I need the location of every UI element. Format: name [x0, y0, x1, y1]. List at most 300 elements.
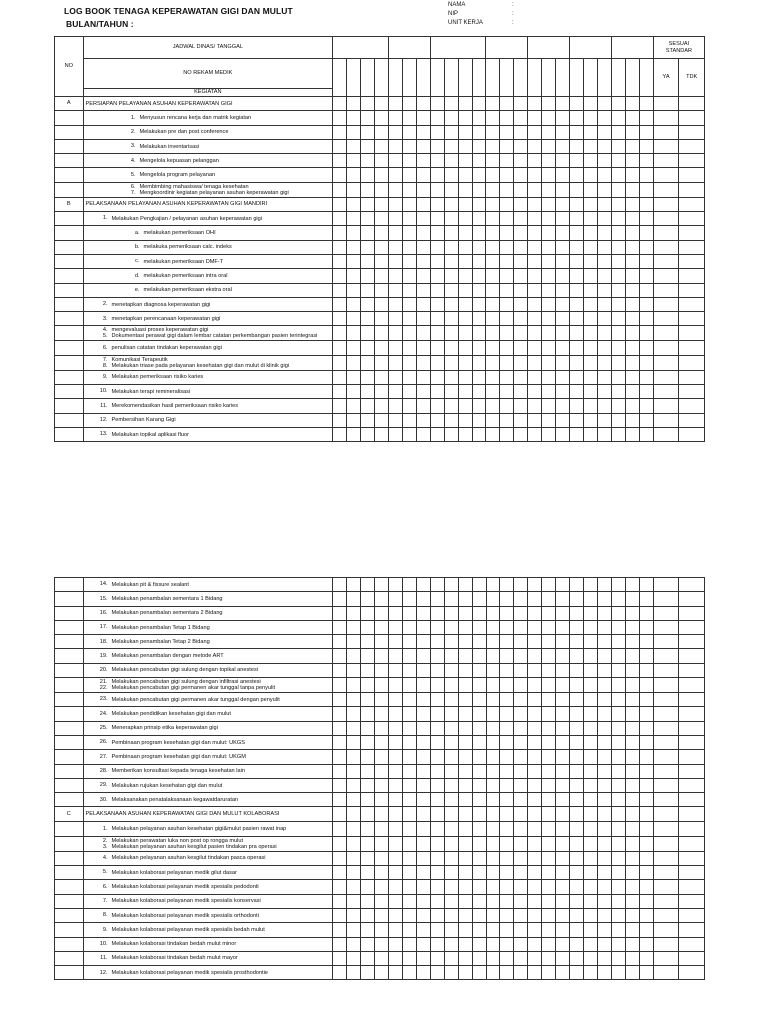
- log-cell[interactable]: [444, 620, 458, 634]
- log-cell[interactable]: [444, 836, 458, 851]
- log-cell[interactable]: [598, 355, 612, 370]
- log-cell[interactable]: [375, 678, 389, 693]
- log-cell[interactable]: [528, 866, 542, 880]
- log-cell[interactable]: [416, 693, 430, 707]
- log-cell[interactable]: [458, 355, 472, 370]
- log-cell[interactable]: [625, 355, 639, 370]
- log-cell[interactable]: [570, 97, 584, 111]
- log-cell[interactable]: [388, 240, 402, 254]
- log-cell[interactable]: [528, 97, 542, 111]
- log-cell[interactable]: [444, 226, 458, 240]
- log-cell[interactable]: [598, 240, 612, 254]
- log-cell[interactable]: [402, 370, 416, 384]
- log-cell[interactable]: [584, 427, 598, 441]
- log-cell[interactable]: [528, 880, 542, 894]
- log-cell[interactable]: [570, 866, 584, 880]
- log-cell[interactable]: [625, 197, 639, 211]
- log-cell[interactable]: [500, 880, 514, 894]
- log-cell[interactable]: [653, 326, 678, 341]
- log-cell[interactable]: [598, 592, 612, 606]
- log-cell[interactable]: [416, 111, 430, 125]
- log-cell[interactable]: [472, 966, 486, 980]
- log-cell[interactable]: [361, 937, 375, 951]
- log-cell[interactable]: [416, 663, 430, 677]
- log-cell[interactable]: [528, 341, 542, 355]
- log-cell[interactable]: [444, 312, 458, 326]
- log-cell[interactable]: [653, 139, 678, 153]
- log-cell[interactable]: [402, 312, 416, 326]
- log-cell[interactable]: [416, 937, 430, 951]
- log-cell[interactable]: [612, 427, 626, 441]
- log-cell[interactable]: [542, 807, 556, 822]
- log-cell[interactable]: [444, 966, 458, 980]
- log-cell[interactable]: [639, 635, 653, 649]
- log-cell[interactable]: [625, 297, 639, 311]
- log-cell[interactable]: [458, 663, 472, 677]
- log-cell[interactable]: [514, 866, 528, 880]
- log-cell[interactable]: [653, 606, 678, 620]
- date-cell[interactable]: [528, 37, 570, 59]
- log-cell[interactable]: [528, 297, 542, 311]
- log-cell[interactable]: [514, 880, 528, 894]
- log-cell[interactable]: [612, 312, 626, 326]
- log-cell[interactable]: [486, 111, 500, 125]
- log-cell[interactable]: [679, 937, 705, 951]
- log-cell[interactable]: [514, 370, 528, 384]
- log-cell[interactable]: [333, 764, 347, 778]
- log-cell[interactable]: [388, 620, 402, 634]
- log-cell[interactable]: [584, 750, 598, 764]
- log-cell[interactable]: [444, 778, 458, 792]
- log-cell[interactable]: [430, 822, 444, 836]
- log-cell[interactable]: [333, 880, 347, 894]
- log-cell[interactable]: [444, 923, 458, 937]
- log-cell[interactable]: [542, 750, 556, 764]
- log-cell[interactable]: [528, 226, 542, 240]
- log-cell[interactable]: [625, 880, 639, 894]
- log-cell[interactable]: [625, 97, 639, 111]
- log-cell[interactable]: [653, 370, 678, 384]
- log-cell[interactable]: [598, 297, 612, 311]
- log-cell[interactable]: [556, 951, 570, 965]
- log-cell[interactable]: [612, 97, 626, 111]
- log-cell[interactable]: [556, 125, 570, 139]
- log-cell[interactable]: [625, 385, 639, 399]
- log-cell[interactable]: [347, 254, 361, 268]
- log-cell[interactable]: [333, 966, 347, 980]
- log-cell[interactable]: [333, 427, 347, 441]
- log-cell[interactable]: [625, 866, 639, 880]
- log-cell[interactable]: [361, 966, 375, 980]
- log-cell[interactable]: [584, 399, 598, 413]
- log-cell[interactable]: [584, 735, 598, 749]
- log-cell[interactable]: [333, 182, 347, 197]
- log-cell[interactable]: [598, 111, 612, 125]
- log-cell[interactable]: [430, 283, 444, 297]
- log-cell[interactable]: [514, 111, 528, 125]
- log-cell[interactable]: [472, 139, 486, 153]
- date-cell[interactable]: [430, 37, 486, 59]
- log-cell[interactable]: [416, 966, 430, 980]
- log-cell[interactable]: [679, 606, 705, 620]
- log-cell[interactable]: [458, 592, 472, 606]
- log-cell[interactable]: [472, 197, 486, 211]
- log-cell[interactable]: [528, 139, 542, 153]
- log-cell[interactable]: [444, 154, 458, 168]
- log-cell[interactable]: [611, 923, 625, 937]
- log-cell[interactable]: [653, 951, 678, 965]
- log-cell[interactable]: [444, 125, 458, 139]
- log-cell[interactable]: [347, 269, 361, 283]
- log-cell[interactable]: [472, 326, 486, 341]
- rekam-cell[interactable]: [500, 59, 514, 97]
- log-cell[interactable]: [402, 894, 416, 908]
- log-cell[interactable]: [402, 851, 416, 865]
- log-cell[interactable]: [402, 649, 416, 663]
- log-cell[interactable]: [570, 793, 584, 807]
- log-cell[interactable]: [333, 592, 347, 606]
- log-cell[interactable]: [402, 793, 416, 807]
- log-cell[interactable]: [361, 212, 375, 226]
- log-cell[interactable]: [598, 413, 612, 427]
- log-cell[interactable]: [500, 385, 514, 399]
- log-cell[interactable]: [361, 269, 375, 283]
- log-cell[interactable]: [570, 750, 584, 764]
- log-cell[interactable]: [388, 413, 402, 427]
- log-cell[interactable]: [570, 312, 584, 326]
- log-cell[interactable]: [542, 125, 556, 139]
- log-cell[interactable]: [388, 937, 402, 951]
- rekam-cell[interactable]: [486, 59, 500, 97]
- log-cell[interactable]: [333, 937, 347, 951]
- log-cell[interactable]: [416, 606, 430, 620]
- log-cell[interactable]: [528, 764, 542, 778]
- log-cell[interactable]: [639, 578, 653, 592]
- log-cell[interactable]: [653, 168, 678, 182]
- log-cell[interactable]: [486, 427, 500, 441]
- log-cell[interactable]: [514, 851, 528, 865]
- log-cell[interactable]: [416, 269, 430, 283]
- log-cell[interactable]: [528, 312, 542, 326]
- log-cell[interactable]: [542, 908, 556, 922]
- log-cell[interactable]: [625, 427, 639, 441]
- log-cell[interactable]: [528, 951, 542, 965]
- log-cell[interactable]: [458, 578, 472, 592]
- log-cell[interactable]: [402, 399, 416, 413]
- log-cell[interactable]: [584, 197, 598, 211]
- log-cell[interactable]: [514, 212, 528, 226]
- log-cell[interactable]: [416, 385, 430, 399]
- log-cell[interactable]: [679, 735, 705, 749]
- log-cell[interactable]: [679, 880, 705, 894]
- log-cell[interactable]: [570, 649, 584, 663]
- log-cell[interactable]: [458, 951, 472, 965]
- log-cell[interactable]: [430, 326, 444, 341]
- log-cell[interactable]: [598, 125, 612, 139]
- log-cell[interactable]: [361, 606, 375, 620]
- log-cell[interactable]: [679, 427, 705, 441]
- log-cell[interactable]: [556, 836, 570, 851]
- log-cell[interactable]: [584, 154, 598, 168]
- log-cell[interactable]: [361, 385, 375, 399]
- log-cell[interactable]: [472, 370, 486, 384]
- log-cell[interactable]: [611, 951, 625, 965]
- log-cell[interactable]: [611, 721, 625, 735]
- log-cell[interactable]: [500, 254, 514, 268]
- log-cell[interactable]: [361, 693, 375, 707]
- log-cell[interactable]: [416, 592, 430, 606]
- log-cell[interactable]: [528, 606, 542, 620]
- log-cell[interactable]: [361, 721, 375, 735]
- log-cell[interactable]: [430, 370, 444, 384]
- log-cell[interactable]: [639, 399, 653, 413]
- log-cell[interactable]: [375, 951, 389, 965]
- log-cell[interactable]: [653, 793, 678, 807]
- log-cell[interactable]: [598, 822, 612, 836]
- log-cell[interactable]: [556, 894, 570, 908]
- log-cell[interactable]: [639, 341, 653, 355]
- log-cell[interactable]: [388, 341, 402, 355]
- log-cell[interactable]: [500, 836, 514, 851]
- log-cell[interactable]: [612, 168, 626, 182]
- log-cell[interactable]: [430, 764, 444, 778]
- log-cell[interactable]: [347, 678, 361, 693]
- log-cell[interactable]: [388, 822, 402, 836]
- log-cell[interactable]: [570, 413, 584, 427]
- log-cell[interactable]: [584, 778, 598, 792]
- log-cell[interactable]: [584, 678, 598, 693]
- log-cell[interactable]: [374, 341, 388, 355]
- log-cell[interactable]: [612, 125, 626, 139]
- log-cell[interactable]: [430, 226, 444, 240]
- log-cell[interactable]: [598, 880, 612, 894]
- log-cell[interactable]: [333, 168, 347, 182]
- log-cell[interactable]: [639, 312, 653, 326]
- log-cell[interactable]: [570, 240, 584, 254]
- log-cell[interactable]: [472, 937, 486, 951]
- log-cell[interactable]: [556, 283, 570, 297]
- log-cell[interactable]: [347, 923, 361, 937]
- log-cell[interactable]: [347, 635, 361, 649]
- log-cell[interactable]: [374, 197, 388, 211]
- log-cell[interactable]: [625, 750, 639, 764]
- log-cell[interactable]: [514, 663, 528, 677]
- log-cell[interactable]: [679, 297, 705, 311]
- log-cell[interactable]: [430, 197, 444, 211]
- log-cell[interactable]: [528, 111, 542, 125]
- log-cell[interactable]: [570, 923, 584, 937]
- log-cell[interactable]: [556, 678, 570, 693]
- log-cell[interactable]: [556, 693, 570, 707]
- log-cell[interactable]: [679, 807, 705, 822]
- log-cell[interactable]: [333, 254, 347, 268]
- log-cell[interactable]: [653, 399, 678, 413]
- log-cell[interactable]: [584, 894, 598, 908]
- log-cell[interactable]: [375, 966, 389, 980]
- log-cell[interactable]: [653, 269, 678, 283]
- log-cell[interactable]: [347, 649, 361, 663]
- log-cell[interactable]: [625, 693, 639, 707]
- log-cell[interactable]: [444, 212, 458, 226]
- log-cell[interactable]: [598, 182, 612, 197]
- log-cell[interactable]: [570, 678, 584, 693]
- log-cell[interactable]: [653, 866, 678, 880]
- log-cell[interactable]: [333, 606, 347, 620]
- log-cell[interactable]: [653, 966, 678, 980]
- log-cell[interactable]: [472, 413, 486, 427]
- log-cell[interactable]: [500, 297, 514, 311]
- log-cell[interactable]: [514, 822, 528, 836]
- log-cell[interactable]: [361, 951, 375, 965]
- log-cell[interactable]: [430, 413, 444, 427]
- log-cell[interactable]: [444, 750, 458, 764]
- log-cell[interactable]: [639, 413, 653, 427]
- date-cell[interactable]: [486, 37, 528, 59]
- log-cell[interactable]: [333, 620, 347, 634]
- log-cell[interactable]: [653, 880, 678, 894]
- log-cell[interactable]: [570, 139, 584, 153]
- log-cell[interactable]: [584, 125, 598, 139]
- log-cell[interactable]: [542, 966, 556, 980]
- log-cell[interactable]: [444, 111, 458, 125]
- log-cell[interactable]: [361, 836, 375, 851]
- log-cell[interactable]: [430, 341, 444, 355]
- log-cell[interactable]: [556, 721, 570, 735]
- log-cell[interactable]: [458, 678, 472, 693]
- log-cell[interactable]: [598, 399, 612, 413]
- log-cell[interactable]: [598, 269, 612, 283]
- log-cell[interactable]: [542, 620, 556, 634]
- log-cell[interactable]: [639, 707, 653, 721]
- log-cell[interactable]: [374, 283, 388, 297]
- log-cell[interactable]: [444, 851, 458, 865]
- log-cell[interactable]: [388, 370, 402, 384]
- log-cell[interactable]: [416, 254, 430, 268]
- log-cell[interactable]: [486, 721, 500, 735]
- log-cell[interactable]: [500, 427, 514, 441]
- log-cell[interactable]: [458, 154, 472, 168]
- log-cell[interactable]: [625, 966, 639, 980]
- log-cell[interactable]: [416, 822, 430, 836]
- log-cell[interactable]: [542, 693, 556, 707]
- log-cell[interactable]: [472, 592, 486, 606]
- log-cell[interactable]: [361, 370, 375, 384]
- log-cell[interactable]: [500, 764, 514, 778]
- log-cell[interactable]: [556, 254, 570, 268]
- log-cell[interactable]: [374, 254, 388, 268]
- log-cell[interactable]: [570, 951, 584, 965]
- log-cell[interactable]: [514, 635, 528, 649]
- log-cell[interactable]: [625, 635, 639, 649]
- log-cell[interactable]: [639, 908, 653, 922]
- log-cell[interactable]: [611, 693, 625, 707]
- log-cell[interactable]: [486, 139, 500, 153]
- log-cell[interactable]: [542, 606, 556, 620]
- log-cell[interactable]: [347, 97, 361, 111]
- log-cell[interactable]: [444, 707, 458, 721]
- log-cell[interactable]: [347, 735, 361, 749]
- log-cell[interactable]: [444, 399, 458, 413]
- log-cell[interactable]: [528, 355, 542, 370]
- log-cell[interactable]: [444, 937, 458, 951]
- log-cell[interactable]: [584, 592, 598, 606]
- log-cell[interactable]: [528, 678, 542, 693]
- log-cell[interactable]: [361, 240, 375, 254]
- log-cell[interactable]: [430, 894, 444, 908]
- log-cell[interactable]: [361, 851, 375, 865]
- log-cell[interactable]: [430, 578, 444, 592]
- log-cell[interactable]: [402, 606, 416, 620]
- log-cell[interactable]: [444, 735, 458, 749]
- log-cell[interactable]: [570, 385, 584, 399]
- log-cell[interactable]: [347, 212, 361, 226]
- log-cell[interactable]: [458, 413, 472, 427]
- log-cell[interactable]: [570, 880, 584, 894]
- log-cell[interactable]: [528, 923, 542, 937]
- log-cell[interactable]: [430, 880, 444, 894]
- log-cell[interactable]: [611, 866, 625, 880]
- log-cell[interactable]: [584, 606, 598, 620]
- log-cell[interactable]: [570, 894, 584, 908]
- log-cell[interactable]: [430, 836, 444, 851]
- log-cell[interactable]: [679, 793, 705, 807]
- log-cell[interactable]: [402, 355, 416, 370]
- log-cell[interactable]: [361, 620, 375, 634]
- log-cell[interactable]: [444, 894, 458, 908]
- log-cell[interactable]: [444, 635, 458, 649]
- log-cell[interactable]: [598, 427, 612, 441]
- log-cell[interactable]: [375, 793, 389, 807]
- log-cell[interactable]: [444, 283, 458, 297]
- log-cell[interactable]: [570, 707, 584, 721]
- log-cell[interactable]: [625, 778, 639, 792]
- log-cell[interactable]: [542, 764, 556, 778]
- log-cell[interactable]: [500, 326, 514, 341]
- log-cell[interactable]: [388, 154, 402, 168]
- log-cell[interactable]: [556, 269, 570, 283]
- log-cell[interactable]: [374, 297, 388, 311]
- log-cell[interactable]: [333, 822, 347, 836]
- log-cell[interactable]: [374, 154, 388, 168]
- log-cell[interactable]: [388, 111, 402, 125]
- log-cell[interactable]: [625, 413, 639, 427]
- log-cell[interactable]: [347, 413, 361, 427]
- log-cell[interactable]: [402, 937, 416, 951]
- log-cell[interactable]: [584, 139, 598, 153]
- log-cell[interactable]: [556, 312, 570, 326]
- log-cell[interactable]: [556, 606, 570, 620]
- rekam-cell[interactable]: [347, 59, 361, 97]
- log-cell[interactable]: [444, 97, 458, 111]
- log-cell[interactable]: [458, 226, 472, 240]
- log-cell[interactable]: [639, 750, 653, 764]
- log-cell[interactable]: [612, 197, 626, 211]
- log-cell[interactable]: [653, 413, 678, 427]
- log-cell[interactable]: [375, 807, 389, 822]
- log-cell[interactable]: [430, 966, 444, 980]
- log-cell[interactable]: [333, 866, 347, 880]
- log-cell[interactable]: [402, 678, 416, 693]
- log-cell[interactable]: [514, 592, 528, 606]
- log-cell[interactable]: [639, 851, 653, 865]
- log-cell[interactable]: [347, 154, 361, 168]
- log-cell[interactable]: [347, 721, 361, 735]
- log-cell[interactable]: [402, 341, 416, 355]
- log-cell[interactable]: [570, 635, 584, 649]
- log-cell[interactable]: [639, 385, 653, 399]
- log-cell[interactable]: [458, 851, 472, 865]
- log-cell[interactable]: [486, 125, 500, 139]
